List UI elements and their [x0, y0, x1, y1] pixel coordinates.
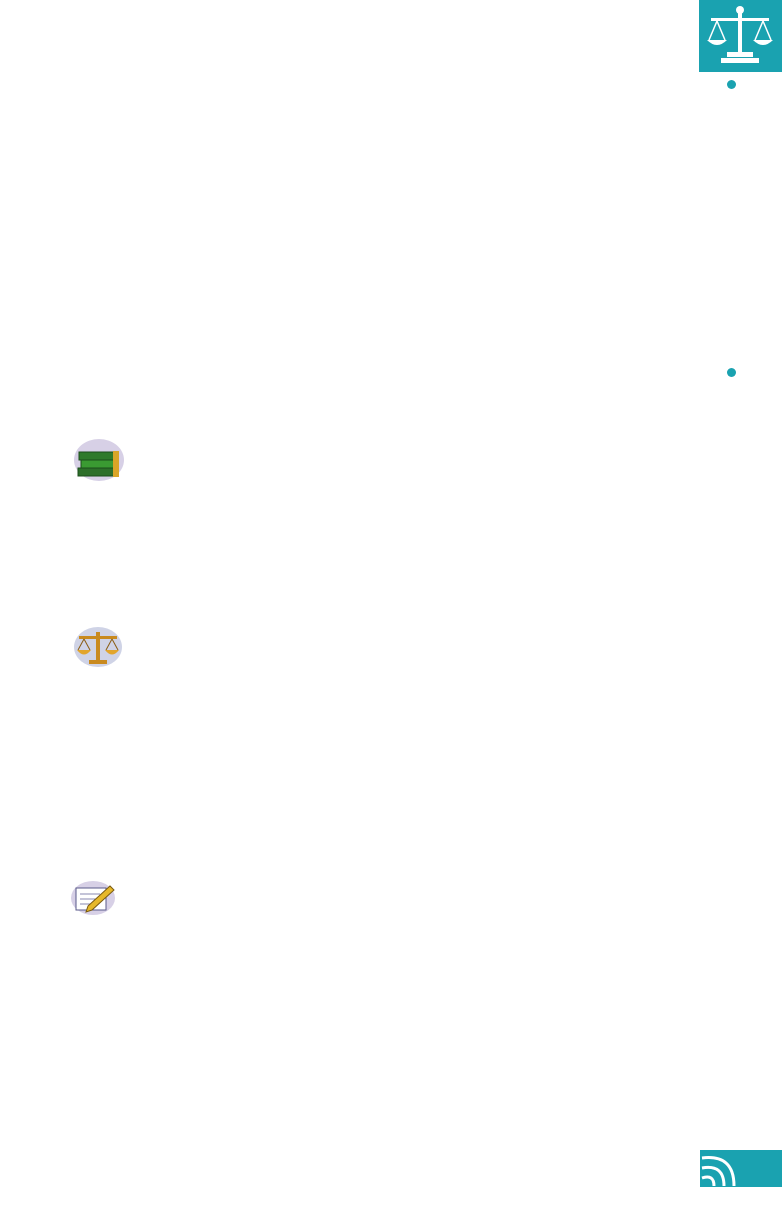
- footer-wave-bar: [700, 1150, 782, 1187]
- side-dot-bottom: [727, 368, 736, 377]
- scales-definition-icon: [73, 626, 123, 668]
- side-running-title: [722, 92, 742, 362]
- books-icon: [73, 438, 125, 482]
- scales-icon: [705, 4, 775, 66]
- side-dot-top: [727, 80, 736, 89]
- header-corner-badge: [699, 0, 782, 72]
- pencil-note-icon: [70, 880, 116, 916]
